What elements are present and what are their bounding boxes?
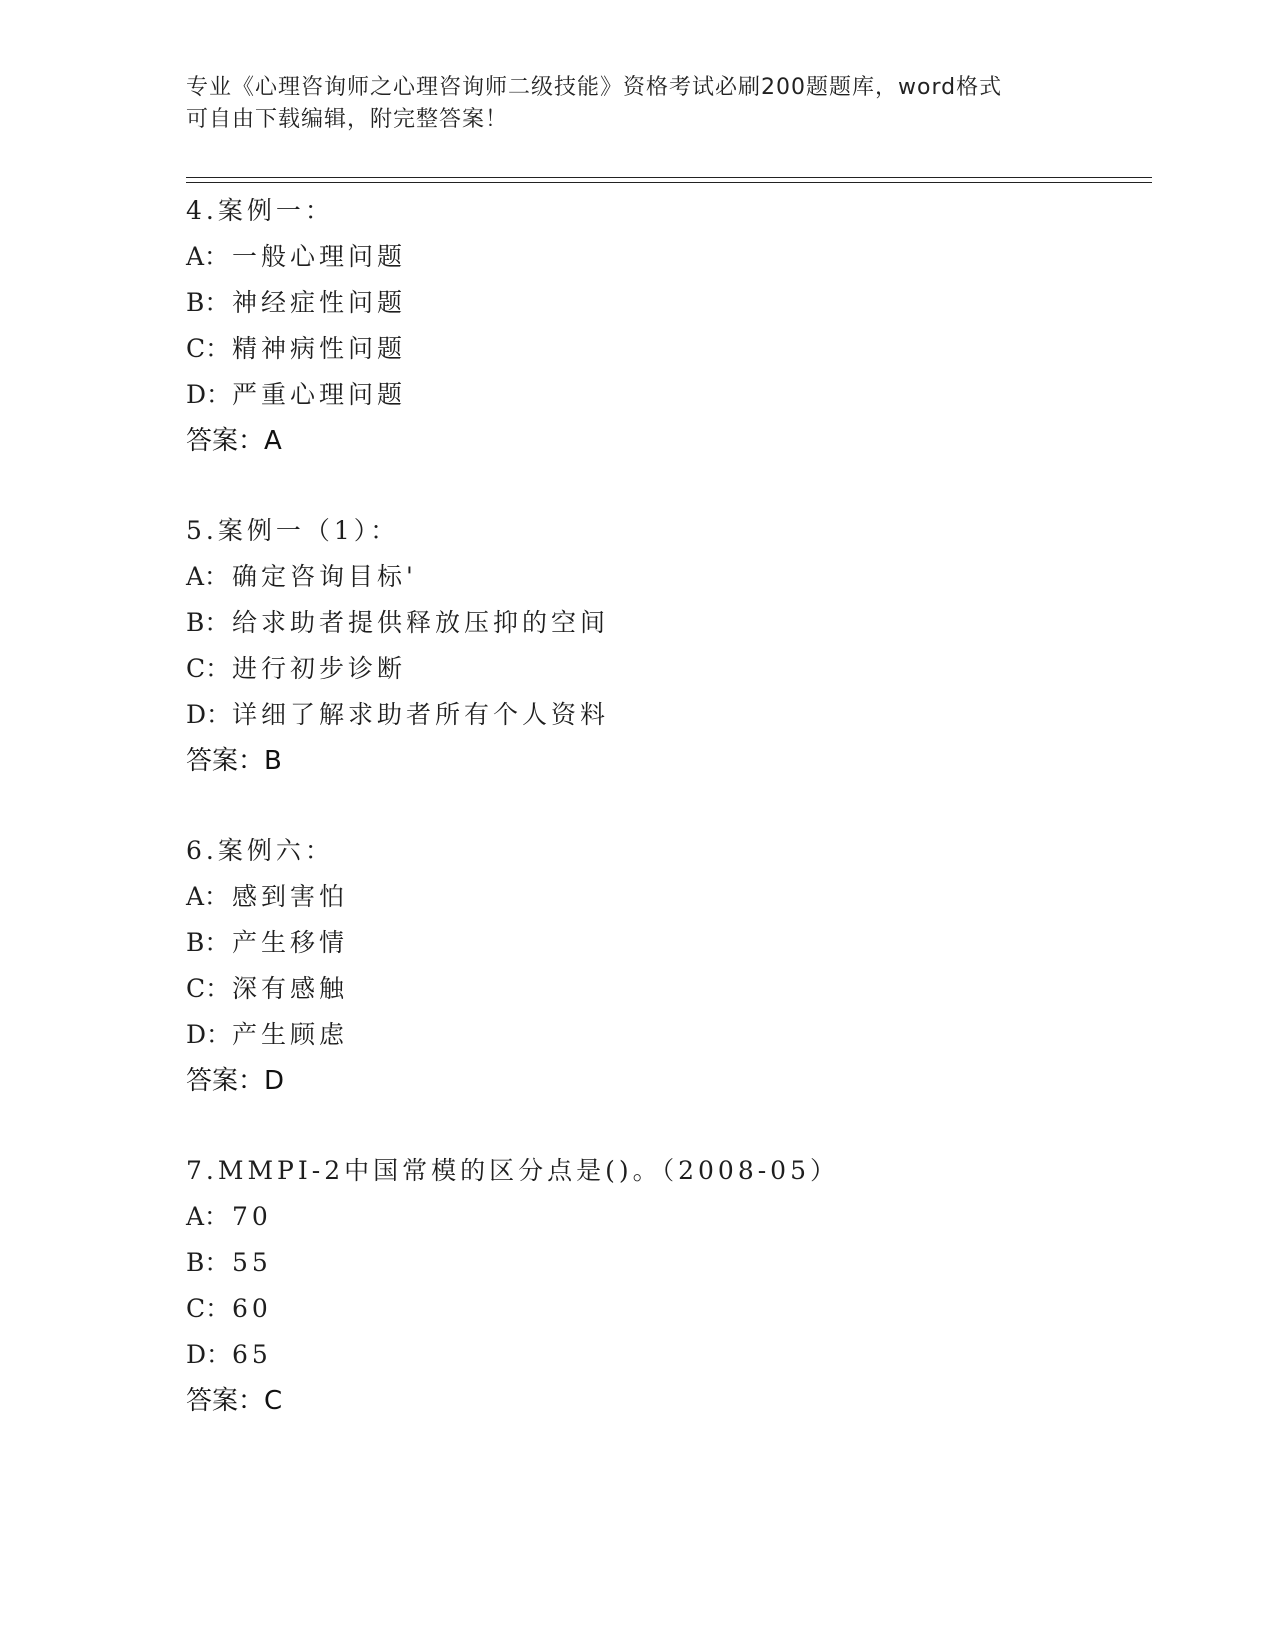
option-letter: B： [186,608,230,637]
answer-line: 答案：A [186,426,282,456]
option-text: 给求助者提供释放压抑的空间 [232,608,610,637]
header-line-2: 可自由下载编辑，附完整答案！ [186,107,509,132]
header-line-1: 专业《心理咨询师之心理咨询师二级技能》资格考试必刷200题题库，word格式 [186,75,1003,100]
option-letter: C： [186,654,231,683]
option-text: 65 [232,1340,272,1369]
header-divider-bottom [186,182,1152,183]
option-letter: A： [186,242,230,271]
option-letter: B： [186,1248,230,1277]
option-letter: D： [186,700,232,729]
answer-line: 答案：D [186,1066,285,1096]
option-letter: C： [186,334,231,363]
option-letter: B： [186,928,230,957]
option-c [186,326,1146,372]
option-b [186,920,1146,966]
question-block [186,828,1146,1104]
option-letter: C： [186,974,231,1003]
question-stem: 4.案例一： [186,196,334,225]
option-text: 神经症性问题 [232,288,407,317]
option-c [186,646,1146,692]
option-a [186,874,1146,920]
option-letter: B： [186,288,230,317]
option-letter: C： [186,1294,231,1323]
question-block [186,508,1146,784]
option-text: 深有感触 [232,974,349,1003]
option-text: 确定咨询目标' [232,562,417,591]
option-a [186,1194,1146,1240]
answer-line: 答案：C [186,1386,283,1416]
question-stem: 5.案例一（1）： [186,516,400,545]
option-a [186,234,1146,280]
option-letter: A： [186,1202,230,1231]
option-d [186,1012,1146,1058]
option-letter: A： [186,562,230,591]
option-c [186,966,1146,1012]
question-block [186,1148,1146,1424]
option-text: 60 [232,1294,272,1323]
option-text: 产生顾虑 [232,1020,349,1049]
option-text: 精神病性问题 [232,334,407,363]
option-text: 产生移情 [232,928,349,957]
option-letter: D： [186,1020,232,1049]
option-text: 一般心理问题 [232,242,407,271]
option-letter: A： [186,882,230,911]
option-d [186,692,1146,738]
option-letter: D： [186,380,232,409]
option-text: 严重心理问题 [232,380,407,409]
option-b [186,280,1146,326]
option-a [186,554,1146,600]
option-d [186,1332,1146,1378]
option-b [186,1240,1146,1286]
question-stem: 7.MMPI-2中国常模的区分点是()。（2008-05） [186,1156,839,1185]
document-header [186,72,1066,136]
option-text: 进行初步诊断 [232,654,407,683]
option-text: 详细了解求助者所有个人资料 [232,700,610,729]
option-text: 55 [232,1248,272,1277]
header-divider-top [186,177,1152,178]
answer-line: 答案：B [186,746,282,776]
option-b [186,600,1146,646]
question-stem: 6.案例六： [186,836,334,865]
option-letter: D： [186,1340,232,1369]
option-c [186,1286,1146,1332]
option-d [186,372,1146,418]
option-text: 感到害怕 [232,882,349,911]
question-block [186,188,1146,464]
option-text: 70 [232,1202,272,1231]
